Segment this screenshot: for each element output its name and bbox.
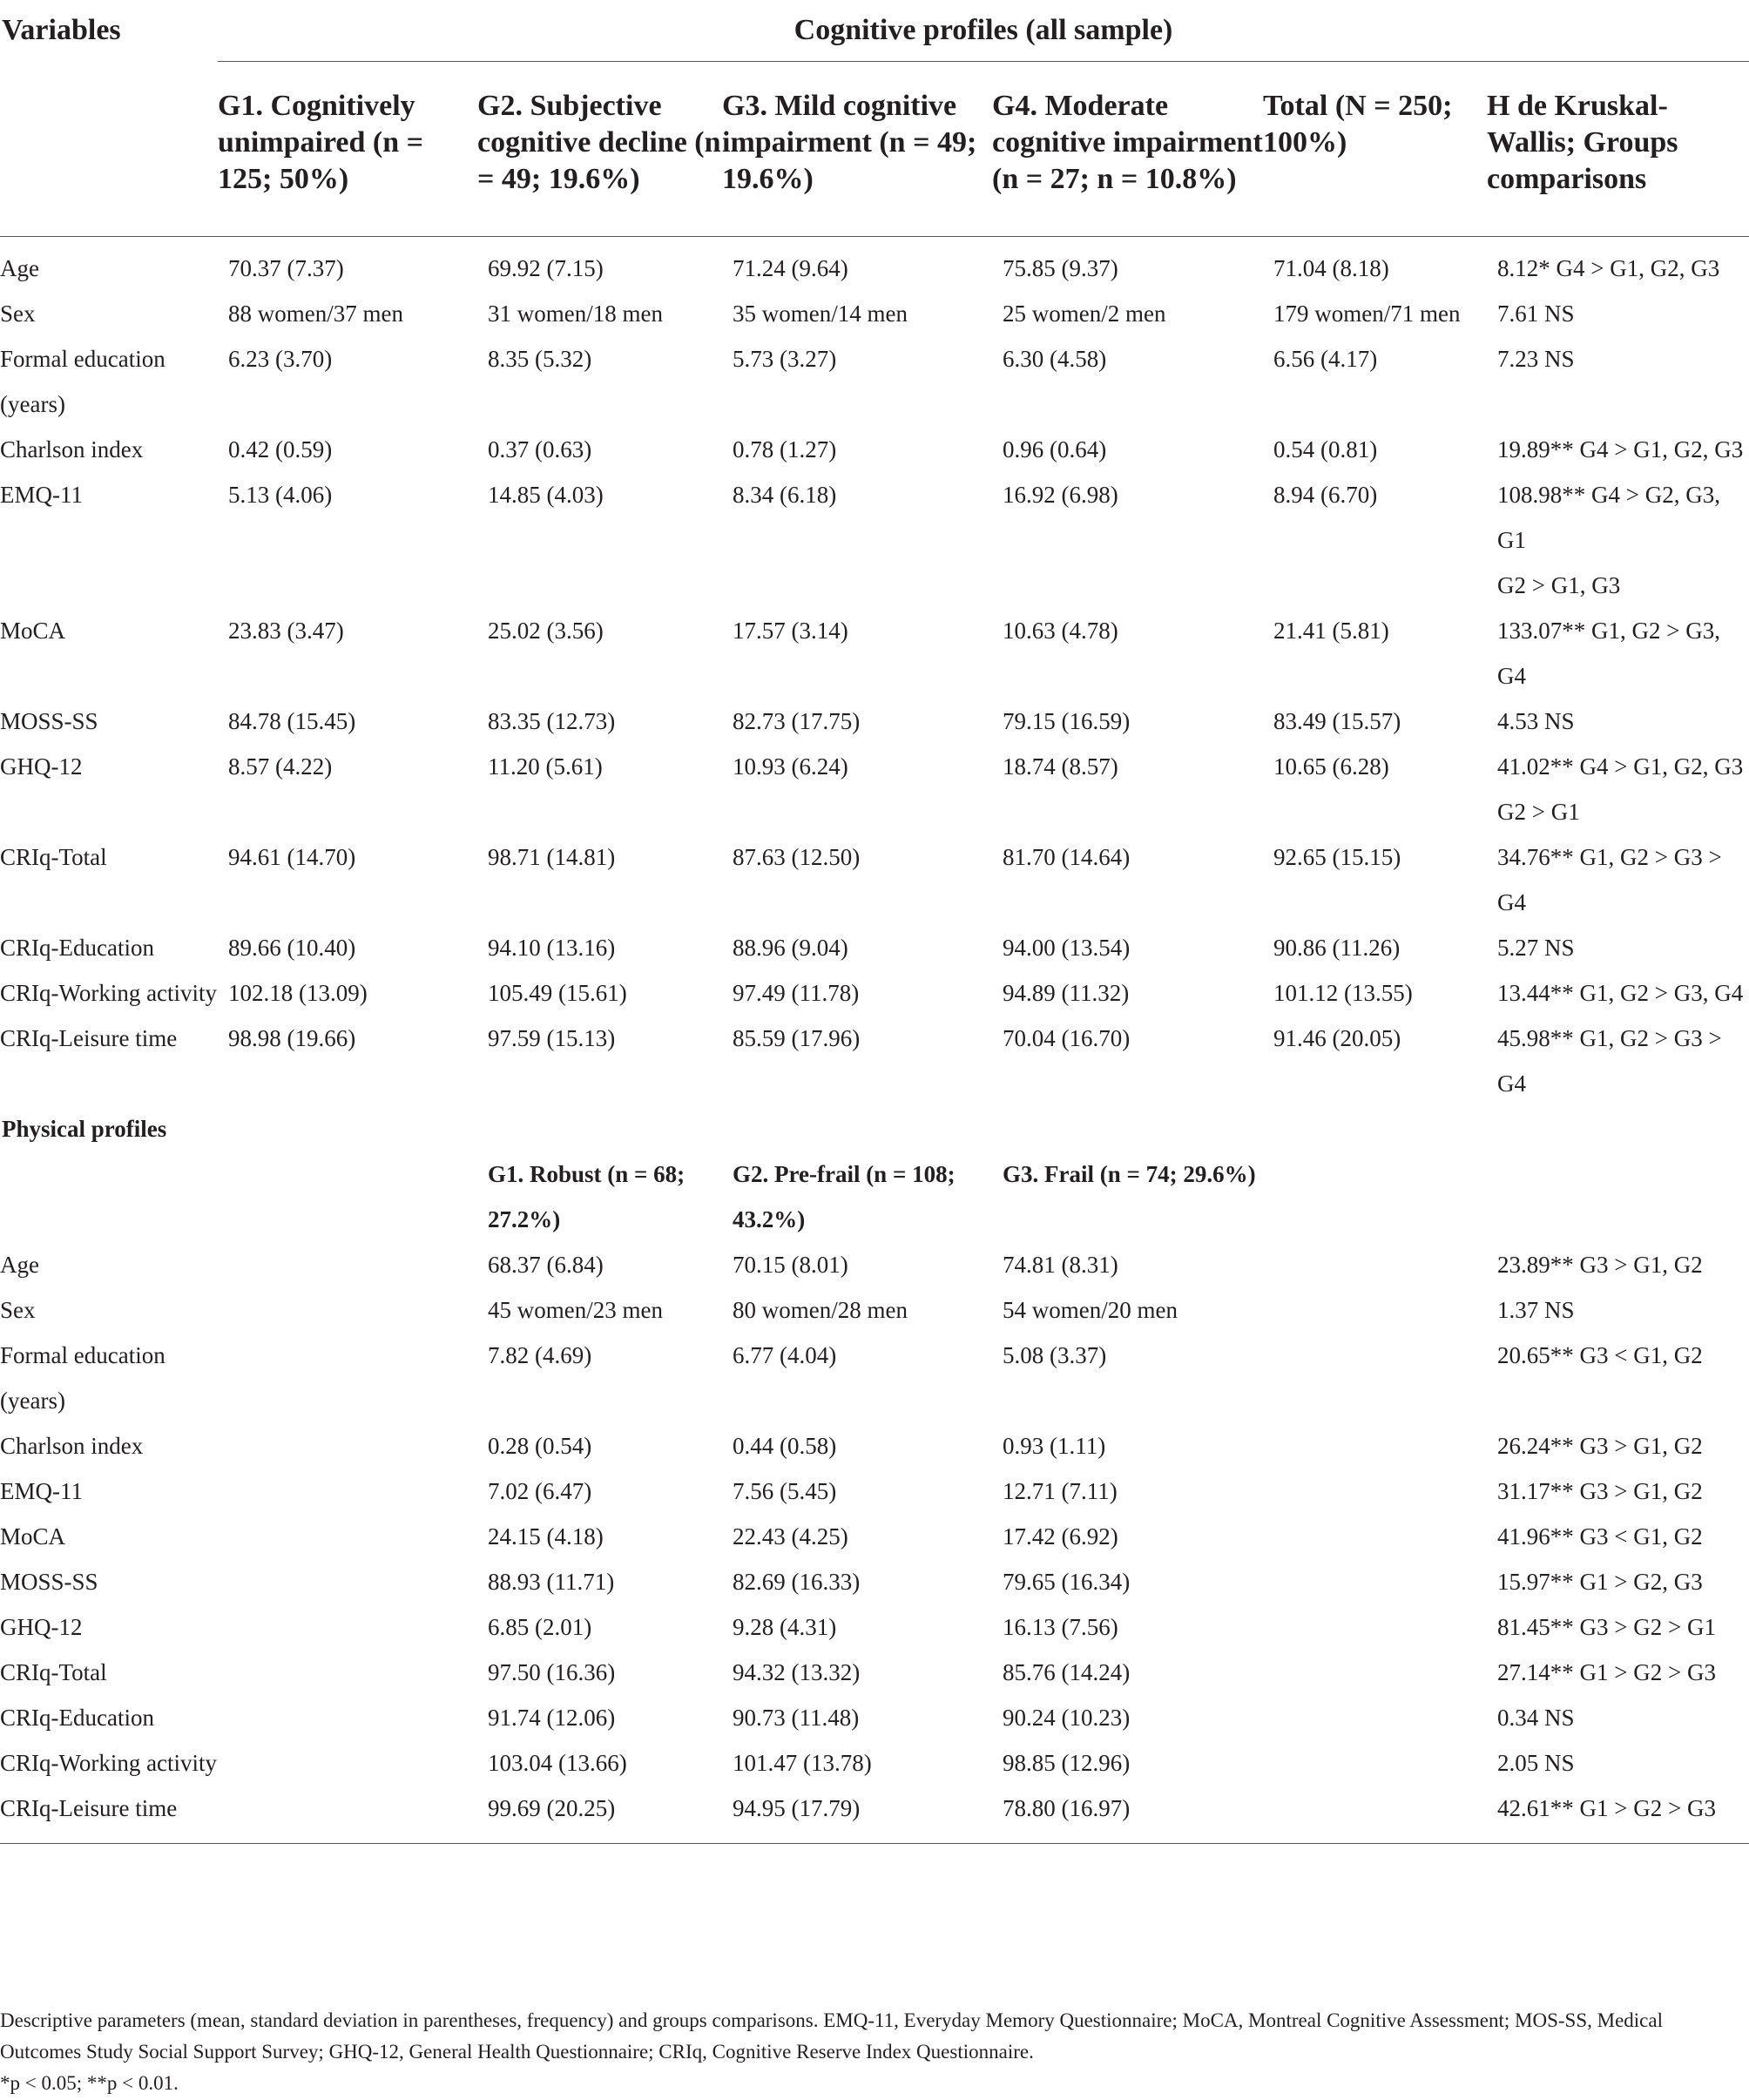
column-header: G4. Moderate cognitive impairment (n = 27; n = 10.8%) xyxy=(992,62,1263,237)
row-label: CRIq-Total xyxy=(0,844,107,870)
table-cell: 0.96 (0.64) xyxy=(1003,436,1107,463)
table-cell: 4.53 NS xyxy=(1497,708,1575,734)
table-cell: 70.15 (8.01) xyxy=(733,1252,848,1278)
table-cell: 10.63 (4.78) xyxy=(1003,618,1118,644)
table-cell: 2.05 NS xyxy=(1497,1750,1575,1776)
table-row xyxy=(0,1559,1749,1604)
empty-cell xyxy=(218,1650,477,1695)
table-cell: 0.78 (1.27) xyxy=(733,436,837,463)
table-cell: 25.02 (3.56) xyxy=(488,618,604,644)
table-row xyxy=(0,1514,1749,1559)
empty-cell xyxy=(218,1786,477,1844)
empty-cell xyxy=(1487,1106,1749,1151)
cognitive-profiles-title: Cognitive profiles (all sample) xyxy=(218,12,1749,62)
comparison-line: 108.98** G4 > G2, G3, G1 xyxy=(1497,482,1720,553)
table-cell: 8.12* G4 > G1, G2, G3 xyxy=(1497,255,1720,281)
empty-cell xyxy=(1263,1604,1487,1650)
table-cell: 8.94 (6.70) xyxy=(1273,482,1378,508)
row-label: Formal education (years) xyxy=(0,1342,165,1414)
table-cell: 16.92 (6.98) xyxy=(1003,482,1118,508)
table-row xyxy=(0,970,1749,1016)
column-header: G2. Pre-frail (n = 108; 43.2%) xyxy=(733,1161,956,1232)
table-cell: 17.57 (3.14) xyxy=(733,618,848,644)
table-cell: 81.70 (14.64) xyxy=(1003,844,1131,870)
table-cell: 87.63 (12.50) xyxy=(733,844,861,870)
table-cell: 97.49 (11.78) xyxy=(733,980,860,1006)
table-row xyxy=(0,1604,1749,1650)
table-cell: 7.82 (4.69) xyxy=(488,1342,592,1368)
table-row xyxy=(0,237,1749,292)
table-cell: 94.00 (13.54) xyxy=(1003,935,1131,961)
table-cell: 41.96** G3 < G1, G2 xyxy=(1497,1523,1703,1550)
empty-cell xyxy=(992,1106,1263,1151)
table-cell: 90.86 (11.26) xyxy=(1273,935,1401,961)
table-row xyxy=(0,744,1749,834)
table-cell: 6.85 (2.01) xyxy=(488,1614,592,1640)
row-label: MoCA xyxy=(0,1523,66,1550)
table-cell: 71.24 (9.64) xyxy=(733,255,848,281)
table-row xyxy=(0,1016,1749,1106)
table-cell: 8.35 (5.32) xyxy=(488,346,592,372)
table-row xyxy=(0,1650,1749,1695)
empty-cell xyxy=(477,1106,722,1151)
table-row xyxy=(0,1287,1749,1333)
table-cell: 7.56 (5.45) xyxy=(733,1478,837,1504)
empty-cell xyxy=(1263,1423,1487,1469)
table-cell: 42.61** G1 > G2 > G3 xyxy=(1487,1786,1749,1844)
table-cell: 5.27 NS xyxy=(1497,935,1575,961)
row-label: Sex xyxy=(0,1297,36,1323)
table-cell: 94.89 (11.32) xyxy=(1003,980,1130,1006)
column-header: Total (N = 250; 100%) xyxy=(1263,62,1487,237)
footnote-description: Descriptive parameters (mean, standard deviation in parentheses, frequency) and groups comparisons. EMQ-11, Everyday Memory Questionnaire; MoCA, Montreal Cognitive Assessment; MOS-SS, Medical Outcomes Study Social Support Survey; GHQ-12, General Health Questionnaire; CRIq, Cognitive Reserve Index Questionnaire. xyxy=(0,2009,1663,2063)
table-cell: 20.65** G3 < G1, G2 xyxy=(1497,1342,1703,1368)
table-cell: 70.37 (7.37) xyxy=(228,255,344,281)
table-cell: 31 women/18 men xyxy=(488,300,663,327)
table-cell: 10.93 (6.24) xyxy=(733,753,848,780)
table-cell: 8.57 (4.22) xyxy=(228,753,333,780)
table-cell: 91.74 (12.06) xyxy=(488,1705,616,1731)
table-row xyxy=(0,291,1749,336)
empty-cell xyxy=(1263,1695,1487,1740)
table-cell: 90.73 (11.48) xyxy=(733,1705,860,1731)
table-cell: 91.46 (20.05) xyxy=(1273,1025,1401,1051)
empty-cell xyxy=(218,1740,477,1786)
section-label: Physical profiles xyxy=(2,1116,167,1142)
section-row xyxy=(0,1106,1749,1151)
empty-cell xyxy=(1263,1333,1487,1423)
empty-cell xyxy=(218,1559,477,1604)
table-cell: 0.28 (0.54) xyxy=(488,1433,592,1459)
variables-header: Variables xyxy=(2,14,121,46)
table-cell: 21.41 (5.81) xyxy=(1273,618,1389,644)
table-row xyxy=(0,1469,1749,1514)
table-cell: 90.24 (10.23) xyxy=(1003,1705,1131,1731)
table-row xyxy=(0,1242,1749,1287)
table-row xyxy=(0,925,1749,970)
table-cell: 97.50 (16.36) xyxy=(488,1659,616,1685)
row-label: Sex xyxy=(0,300,36,327)
empty-cell xyxy=(1487,1151,1749,1242)
table-cell: 94.10 (13.16) xyxy=(488,935,616,961)
empty-cell xyxy=(218,1423,477,1469)
empty-cell xyxy=(1263,1786,1487,1844)
comparison-line: G2 > G1, G3 xyxy=(1497,572,1621,598)
table-cell: 83.35 (12.73) xyxy=(488,708,616,734)
empty-cell xyxy=(1263,1650,1487,1695)
table-cell: 17.42 (6.92) xyxy=(1003,1523,1118,1550)
comparison-line: 41.02** G4 > G1, G2, G3 xyxy=(1497,753,1744,780)
table-cell: 5.73 (3.27) xyxy=(733,346,837,372)
table-cell: 99.69 (20.25) xyxy=(477,1786,722,1844)
table-cell: 7.61 NS xyxy=(1497,300,1575,327)
table-cell: 6.30 (4.58) xyxy=(1003,346,1107,372)
table-cell: 31.17** G3 > G1, G2 xyxy=(1497,1478,1703,1504)
table-row xyxy=(0,1786,1749,1844)
table-cell: 98.71 (14.81) xyxy=(488,844,616,870)
row-label: CRIq-Education xyxy=(0,935,154,961)
empty-cell xyxy=(1263,1514,1487,1559)
table-cell: 24.15 (4.18) xyxy=(488,1523,604,1550)
table-cell: 27.14** G1 > G2 > G3 xyxy=(1497,1659,1716,1685)
row-label: Charlson index xyxy=(0,436,144,463)
empty-cell xyxy=(1263,1151,1487,1242)
table-cell: 101.12 (13.55) xyxy=(1273,980,1413,1006)
descriptive-table xyxy=(0,12,1749,1844)
empty-cell xyxy=(218,1695,477,1740)
table-cell: 88.96 (9.04) xyxy=(733,935,848,961)
table-cell: 23.89** G3 > G1, G2 xyxy=(1497,1252,1703,1278)
table-cell: 45 women/23 men xyxy=(488,1297,663,1323)
table-row xyxy=(0,336,1749,427)
table-cell: 78.80 (16.97) xyxy=(992,1786,1263,1844)
table-cell: 92.65 (15.15) xyxy=(1273,844,1401,870)
table-cell: 75.85 (9.37) xyxy=(1003,255,1118,281)
table-footnote xyxy=(0,2005,1733,2099)
table-cell: 18.74 (8.57) xyxy=(1003,753,1118,780)
table-cell: 94.32 (13.32) xyxy=(733,1659,861,1685)
table-cell: 83.49 (15.57) xyxy=(1273,708,1401,734)
empty-cell xyxy=(218,1106,477,1151)
table-cell: 23.83 (3.47) xyxy=(228,618,344,644)
empty-cell xyxy=(1263,1740,1487,1786)
table-cell: 5.13 (4.06) xyxy=(228,482,333,508)
table-cell: 97.59 (15.13) xyxy=(488,1025,616,1051)
table-cell: 0.93 (1.11) xyxy=(1003,1433,1106,1459)
table-cell: 15.97** G1 > G2, G3 xyxy=(1497,1569,1703,1595)
table-cell: 7.02 (6.47) xyxy=(488,1478,592,1504)
empty-cell xyxy=(218,1469,477,1514)
table-cell: 71.04 (8.18) xyxy=(1273,255,1389,281)
row-label: EMQ-11 xyxy=(0,1478,83,1504)
table-cell: 84.78 (15.45) xyxy=(228,708,356,734)
table-cell: 14.85 (4.03) xyxy=(488,482,604,508)
empty-cell xyxy=(1263,1287,1487,1333)
table-cell: 98.85 (12.96) xyxy=(1003,1750,1131,1776)
column-header: H de Kruskal-Wallis; Groups comparisons xyxy=(1487,62,1749,237)
row-label: CRIq-Total xyxy=(0,1659,107,1685)
empty-cell xyxy=(722,1106,992,1151)
table-row xyxy=(0,834,1749,925)
table-cell: 0.54 (0.81) xyxy=(1273,436,1378,463)
table-cell: 85.59 (17.96) xyxy=(733,1025,861,1051)
table-cell: 10.65 (6.28) xyxy=(1273,753,1389,780)
empty-cell xyxy=(218,1333,477,1423)
table-cell: 34.76** G1, G2 > G3 > G4 xyxy=(1497,844,1722,915)
table-row xyxy=(0,472,1749,608)
row-label: CRIq-Education xyxy=(0,1705,154,1731)
empty-cell xyxy=(218,1287,477,1333)
table-cell: 68.37 (6.84) xyxy=(488,1252,604,1278)
table-row xyxy=(0,1695,1749,1740)
table-cell: 0.44 (0.58) xyxy=(733,1433,837,1459)
table-cell: 6.56 (4.17) xyxy=(1273,346,1378,372)
table-cell: 7.23 NS xyxy=(1497,346,1575,372)
column-header: G1. Robust (n = 68; 27.2%) xyxy=(488,1161,685,1232)
empty-cell xyxy=(218,1242,477,1287)
table-cell xyxy=(1487,472,1749,608)
table-cell: 81.45** G3 > G2 > G1 xyxy=(1497,1614,1716,1640)
table-cell: 82.69 (16.33) xyxy=(733,1569,861,1595)
table-cell: 25 women/2 men xyxy=(1003,300,1166,327)
table-cell: 105.49 (15.61) xyxy=(488,980,627,1006)
group-header-row xyxy=(0,62,1749,237)
table-cell: 5.08 (3.37) xyxy=(1003,1342,1107,1368)
footnote-significance: *p < 0.05; **p < 0.01. xyxy=(0,2072,179,2094)
table-cell: 85.76 (14.24) xyxy=(1003,1659,1131,1685)
empty-cell xyxy=(1263,1469,1487,1514)
column-header: G3. Frail (n = 74; 29.6%) xyxy=(1003,1161,1256,1187)
row-label: EMQ-11 xyxy=(0,482,83,508)
table-row xyxy=(0,1740,1749,1786)
table-cell: 8.34 (6.18) xyxy=(733,482,837,508)
table-cell: 0.34 NS xyxy=(1497,1705,1575,1731)
table-cell: 0.42 (0.59) xyxy=(228,436,333,463)
table-cell: 22.43 (4.25) xyxy=(733,1523,848,1550)
table-row xyxy=(0,427,1749,472)
empty-cell xyxy=(218,1514,477,1559)
physical-header-row xyxy=(0,1151,1749,1242)
table-cell: 102.18 (13.09) xyxy=(228,980,368,1006)
empty-cell xyxy=(1263,1559,1487,1604)
table-cell: 80 women/28 men xyxy=(733,1297,908,1323)
table-cell: 12.71 (7.11) xyxy=(1003,1478,1118,1504)
table-cell: 16.13 (7.56) xyxy=(1003,1614,1118,1640)
column-header: G2. Subjective cognitive decline (n = 49; 19.6%) xyxy=(477,62,722,237)
table-row xyxy=(0,1423,1749,1469)
table-cell: 133.07** G1, G2 > G3, G4 xyxy=(1497,618,1720,689)
row-label: Age xyxy=(0,255,39,281)
empty-cell xyxy=(218,1151,477,1242)
table-cell: 54 women/20 men xyxy=(1003,1297,1178,1323)
table-cell: 26.24** G3 > G1, G2 xyxy=(1497,1433,1703,1459)
table-cell: 79.65 (16.34) xyxy=(1003,1569,1131,1595)
table-cell: 1.37 NS xyxy=(1497,1297,1575,1323)
table-cell: 103.04 (13.66) xyxy=(488,1750,627,1776)
table-cell: 88 women/37 men xyxy=(228,300,403,327)
empty-cell xyxy=(1263,1106,1487,1151)
table-cell: 9.28 (4.31) xyxy=(733,1614,837,1640)
table-cell: 94.95 (17.79) xyxy=(722,1786,992,1844)
empty-cell xyxy=(218,1604,477,1650)
table-row xyxy=(0,699,1749,744)
table-cell: 13.44** G1, G2 > G3, G4 xyxy=(1497,980,1744,1006)
table-cell: 98.98 (19.66) xyxy=(228,1025,356,1051)
comparison-line: G2 > G1 xyxy=(1497,799,1580,825)
row-label: CRIq-Working activity xyxy=(0,1750,218,1776)
row-label: CRIq-Leisure time xyxy=(0,1786,218,1844)
table-cell: 70.04 (16.70) xyxy=(1003,1025,1131,1051)
table-cell xyxy=(1487,744,1749,834)
row-label: Age xyxy=(0,1252,39,1278)
column-header: G1. Cognitively unimpaired (n = 125; 50%) xyxy=(218,62,477,237)
row-label: MOSS-SS xyxy=(0,1569,98,1595)
empty-header-cell xyxy=(0,62,218,237)
table-row xyxy=(0,608,1749,699)
table-cell: 74.81 (8.31) xyxy=(1003,1252,1118,1278)
header-row xyxy=(0,12,1749,62)
table-cell: 79.15 (16.59) xyxy=(1003,708,1131,734)
table-cell: 19.89** G4 > G1, G2, G3 xyxy=(1497,436,1744,463)
table-cell: 35 women/14 men xyxy=(733,300,908,327)
row-label: GHQ-12 xyxy=(0,753,83,780)
table-cell: 82.73 (17.75) xyxy=(733,708,861,734)
table-cell: 94.61 (14.70) xyxy=(228,844,356,870)
table-cell: 6.23 (3.70) xyxy=(228,346,333,372)
column-header: G3. Mild cognitive impairment (n = 49; 19.6%) xyxy=(722,62,992,237)
row-label: MOSS-SS xyxy=(0,708,98,734)
table-cell: 45.98** G1, G2 > G3 > G4 xyxy=(1497,1025,1722,1097)
table-cell: 11.20 (5.61) xyxy=(488,753,603,780)
table-cell: 88.93 (11.71) xyxy=(488,1569,615,1595)
table-cell: 179 women/71 men xyxy=(1273,300,1461,327)
table-cell: 6.77 (4.04) xyxy=(733,1342,837,1368)
table-cell: 101.47 (13.78) xyxy=(733,1750,872,1776)
row-label: CRIq-Leisure time xyxy=(0,1025,178,1051)
table-cell: 89.66 (10.40) xyxy=(228,935,356,961)
table-cell: 69.92 (7.15) xyxy=(488,255,604,281)
empty-cell xyxy=(1263,1242,1487,1287)
row-label: MoCA xyxy=(0,618,66,644)
empty-cell xyxy=(0,1151,218,1242)
row-label: Formal education (years) xyxy=(0,346,165,417)
row-label: CRIq-Working activity xyxy=(0,980,218,1006)
row-label: Charlson index xyxy=(0,1433,144,1459)
table-cell: 0.37 (0.63) xyxy=(488,436,592,463)
table-row xyxy=(0,1333,1749,1423)
row-label: GHQ-12 xyxy=(0,1614,83,1640)
